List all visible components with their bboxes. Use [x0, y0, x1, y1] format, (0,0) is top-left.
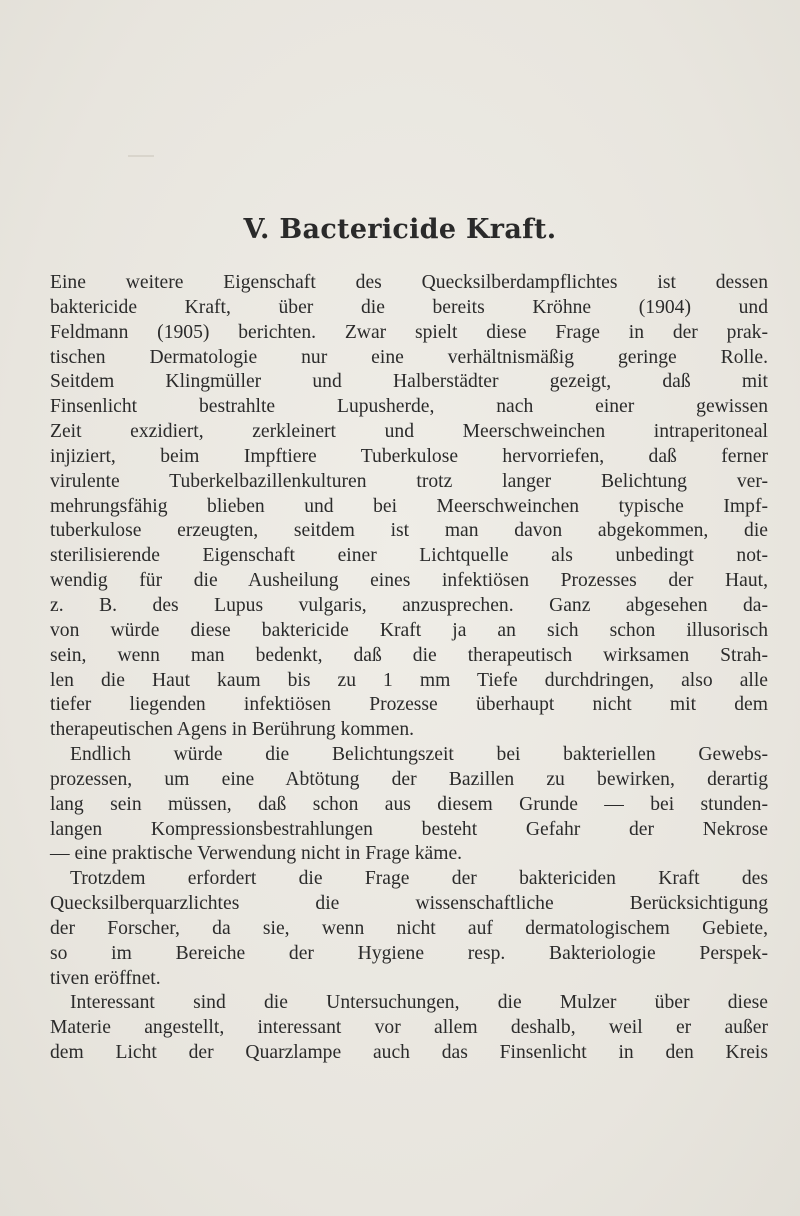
section-heading: V. Bactericide Kraft.: [243, 214, 557, 245]
text-line: wendig für die Ausheilung eines infektiösen Prozesses der Haut,: [50, 570, 768, 592]
text-line: len die Haut kaum bis zu 1 mm Tiefe durchdringen, also alle: [50, 669, 768, 691]
text-line: so im Bereiche der Hygiene resp. Bakteriologie Perspek-: [50, 942, 768, 964]
text-line: — eine praktische Verwendung nicht in Frage käme.: [50, 843, 463, 865]
text-line: dem Licht der Quarzlampe auch das Finsenlicht in den Kreis: [50, 1042, 768, 1064]
text-line: sterilisierende Eigenschaft einer Lichtquelle als unbedingt not-: [50, 545, 768, 567]
text-line: langen Kompressionsbestrahlungen besteht Gefahr der Nekrose: [50, 818, 768, 840]
text-line: Quecksilberquarzlichtes die wissenschaftliche Berücksichtigung: [50, 893, 768, 915]
text-line: Finsenlicht bestrahlte Lupusherde, nach einer gewissen: [50, 396, 768, 418]
text-line: z. B. des Lupus vulgaris, anzusprechen. Ganz abgesehen da-: [50, 594, 768, 616]
text-line: tischen Dermatologie nur eine verhältnismäßig geringe Rolle.: [50, 346, 768, 368]
text-line: tiven eröffnet.: [50, 967, 161, 989]
text-line: Feldmann (1905) berichten. Zwar spielt diese Frage in der prak-: [50, 321, 768, 343]
body-text: [50, 271, 768, 1066]
text-line: virulente Tuberkelbazillenkulturen trotz langer Belichtung ver-: [50, 470, 768, 492]
text-line: Eine weitere Eigenschaft des Quecksilberdampflichtes ist dessen: [50, 272, 768, 293]
text-line: Endlich würde die Belichtungszeit bei bakteriellen Gewebs-: [70, 744, 768, 766]
text-line: Seitdem Klingmüller und Halberstädter gezeigt, daß mit: [50, 371, 768, 393]
text-line: Trotzdem erfordert die Frage der baktericiden Kraft des: [70, 868, 768, 890]
text-line: Interessant sind die Untersuchungen, die Mulzer über diese: [70, 992, 768, 1014]
text-line: tuberkulose erzeugten, seitdem ist man davon abgekommen, die: [50, 520, 768, 542]
text-line: tiefer liegenden infektiösen Prozesse überhaupt nicht mit dem: [50, 694, 768, 716]
text-line: der Forscher, da sie, wenn nicht auf dermatologischem Gebiete,: [50, 917, 768, 939]
page-speck: [128, 155, 154, 157]
text-line: Zeit exzidiert, zerkleinert und Meerschweinchen intraperitoneal: [50, 421, 768, 443]
text-line: mehrungsfähig blieben und bei Meerschweinchen typische Impf-: [50, 495, 768, 517]
text-line: von würde diese baktericide Kraft ja an sich schon illusorisch: [50, 619, 768, 641]
text-line: baktericide Kraft, über die bereits Kröhne (1904) und: [50, 296, 768, 318]
text-line: prozessen, um eine Abtötung der Bazillen zu bewirken, derartig: [50, 768, 768, 790]
text-line: therapeutischen Agens in Berührung kommen.: [50, 719, 415, 741]
text-line: Materie angestellt, interessant vor allem deshalb, weil er außer: [50, 1017, 768, 1039]
text-line: injiziert, beim Impftiere Tuberkulose hervorriefen, daß ferner: [50, 445, 768, 467]
text-line: sein, wenn man bedenkt, daß die therapeutisch wirksamen Strah-: [50, 644, 768, 666]
text-line: lang sein müssen, daß schon aus diesem Grunde — bei stunden-: [50, 793, 768, 815]
